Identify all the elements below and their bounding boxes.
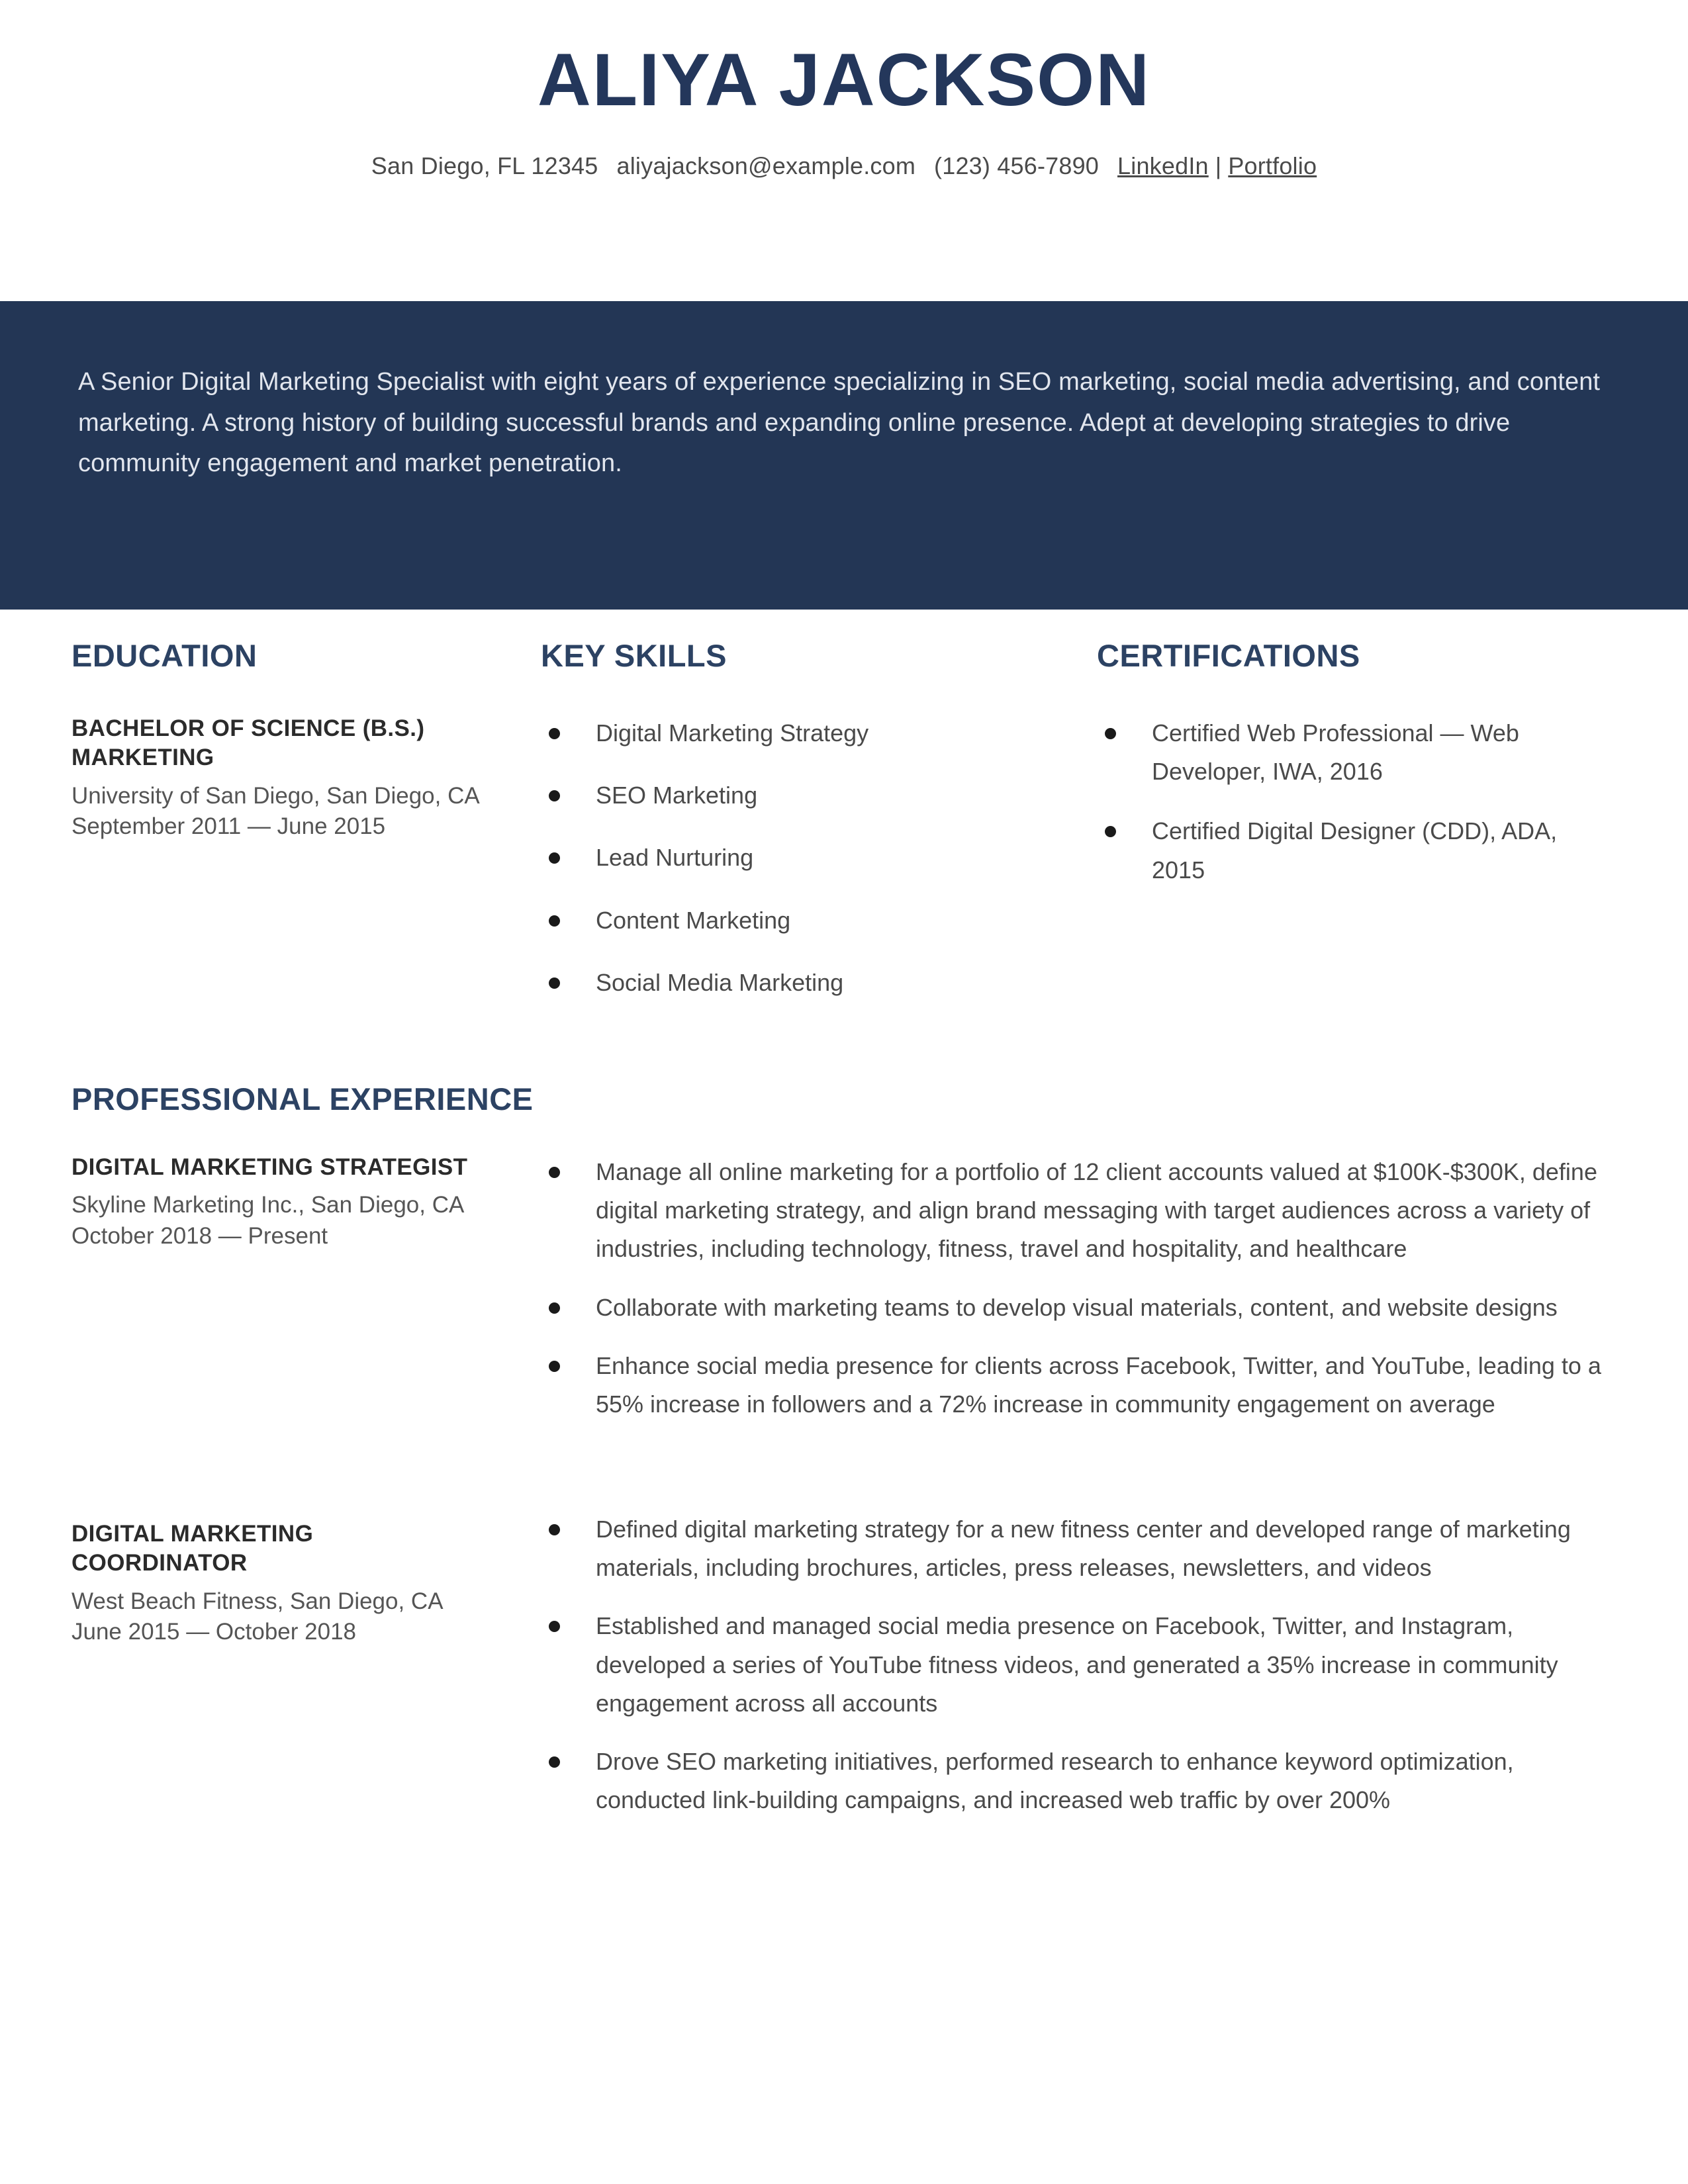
list-item: SEO Marketing [541, 776, 1097, 815]
top-sections-row [0, 639, 1688, 1026]
experience-heading: PROFESSIONAL EXPERIENCE [71, 1081, 534, 1116]
summary-band [0, 301, 1688, 610]
education-dates: September 2011 — June 2015 [71, 813, 386, 840]
list-item: Digital Marketing Strategy [541, 714, 1097, 752]
degree-title-line2: MARKETING [71, 745, 214, 771]
contact-location: San Diego, FL 12345 [371, 152, 598, 179]
list-item: Social Media Marketing [541, 964, 1097, 1002]
job-bullet-list [541, 1510, 1602, 1820]
job-title [71, 1153, 541, 1183]
job-entry [0, 1510, 1688, 1840]
job-dates: October 2018 — Present [71, 1222, 328, 1249]
list-item: Manage all online marketing for a portfolio of 12 client accounts valued at $100K-$300K, define digital marketing strategy, and align brand messaging with target audiences across a variety of industries, including technology, fitness, travel and hospitality, and healthcare [541, 1153, 1602, 1269]
job-title-line1: DIGITAL MARKETING [71, 1520, 314, 1547]
job-title-line1: DIGITAL MARKETING STRATEGIST [71, 1154, 468, 1180]
job-spacer [0, 1444, 1688, 1510]
certifications-section [1097, 639, 1617, 911]
job-entry [0, 1153, 1688, 1444]
portfolio-link[interactable]: Portfolio [1228, 152, 1317, 179]
list-item: Defined digital marketing strategy for a new fitness center and developed range of marketing materials, including brochures, articles, press releases, newsletters, and videos [541, 1510, 1602, 1588]
job-meta [71, 1586, 541, 1647]
contact-separator: | [1215, 152, 1222, 179]
job-bullets [541, 1153, 1688, 1444]
job-company: Skyline Marketing Inc., San Diego, CA [71, 1192, 465, 1218]
job-dates: June 2015 — October 2018 [71, 1619, 357, 1645]
degree-title [71, 714, 541, 774]
degree-title-line1: BACHELOR OF SCIENCE (B.S.) [71, 715, 425, 741]
contact-line [0, 152, 1688, 180]
education-section [0, 639, 541, 842]
certifications-list [1097, 714, 1617, 889]
education-heading: EDUCATION [71, 638, 258, 673]
list-item: Certified Digital Designer (CDD), ADA, 2015 [1097, 812, 1617, 889]
key-skills-section [541, 639, 1097, 1026]
candidate-name: ALIYA JACKSON [537, 38, 1151, 121]
job-title-line2: COORDINATOR [71, 1550, 248, 1576]
resume-header [0, 0, 1688, 180]
education-school: University of San Diego, San Diego, CA [71, 783, 480, 809]
job-meta [71, 1190, 541, 1251]
education-meta [71, 781, 541, 842]
certifications-heading: CERTIFICATIONS [1097, 638, 1360, 673]
list-item: Established and managed social media presence on Facebook, Twitter, and Instagram, developed a series of YouTube fitness videos, and generated a 35% increase in community engagement across all accounts [541, 1607, 1602, 1723]
list-item: Lead Nurturing [541, 839, 1097, 877]
job-title [71, 1520, 541, 1579]
list-item: Content Marketing [541, 901, 1097, 940]
job-bullets [541, 1510, 1688, 1840]
experience-section [0, 1082, 1688, 1840]
linkedin-link[interactable]: LinkedIn [1117, 152, 1209, 179]
key-skills-list [541, 714, 1097, 1003]
list-item: Certified Web Professional — Web Developer, IWA, 2016 [1097, 714, 1617, 792]
job-company: West Beach Fitness, San Diego, CA [71, 1588, 444, 1615]
education-entry [71, 714, 541, 842]
list-item: Drove SEO marketing initiatives, performed research to enhance keyword optimization, conducted link-building campaigns, and increased web traffic by over 200% [541, 1743, 1602, 1820]
job-bullet-list [541, 1153, 1602, 1424]
list-item: Enhance social media presence for clients across Facebook, Twitter, and YouTube, leading to a 55% increase in followers and a 72% increase in community engagement on average [541, 1347, 1602, 1424]
contact-phone: (123) 456-7890 [934, 152, 1100, 179]
job-left-column [0, 1153, 541, 1251]
contact-email[interactable]: aliyajackson@example.com [616, 152, 916, 179]
job-left-column [0, 1510, 541, 1648]
summary-text: A Senior Digital Marketing Specialist with eight years of experience specializing in SEO marketing, social media advertising, and content marketing. A strong history of building successful brands and expanding online presence. Adept at developing strategies to drive community engagement and market penetration. [78, 368, 1601, 478]
key-skills-heading: KEY SKILLS [541, 638, 727, 673]
list-item: Collaborate with marketing teams to develop visual materials, content, and website designs [541, 1289, 1602, 1327]
